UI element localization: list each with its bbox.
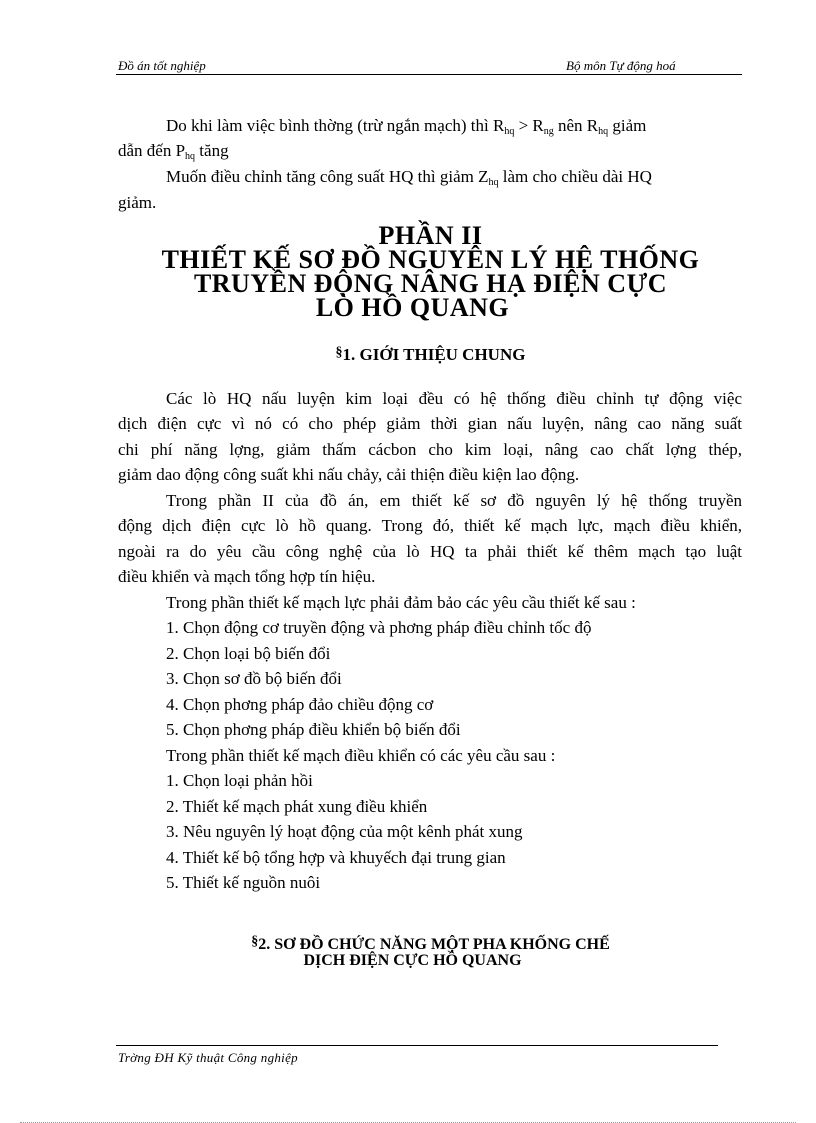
header-rule [116,74,742,75]
para2-line-1: Trong phần II của đồ án, em thiết kế sơ đồ nguyên lý hệ thống truyền [166,491,742,510]
intro-line-4: giảm. [118,193,157,212]
header-left: Đồ án tốt nghiệp [118,58,206,73]
para2-line-4: điều khiển và mạch tổng hợp tín hiệu. [118,567,376,586]
part-title-line-3: TRUYỀN ĐỘNG NÂNG HẠ ĐIỆN CỰC [193,269,668,298]
para1-line-1: Các lò HQ nấu luyện kim loại đều có hệ thống điều chỉnh tự động việc [166,389,742,408]
para1-line-3: chi phí năng lợng, giảm thấm cácbon cho kim loại, nâng cao chất lợng thép, [118,440,742,459]
para2-line-2: động dịch điện cực lò hồ quang. Trong đó, thiết kế mạch lực, mạch điều khiển, [118,516,742,535]
para2-line-3: ngoài ra do yêu cầu công nghệ của lò HQ ta phải thiết kế thêm mạch tạo luật [118,542,742,561]
footer-rule [116,1045,718,1046]
control-intro: Trong phần thiết kế mạch điều khiển có các yêu cầu sau : [166,746,556,765]
list-item: 5. Thiết kế nguồn nuôi [166,873,321,892]
list-item: 2. Chọn loại bộ biến đổi [166,644,331,663]
list-item: 1. Chọn loại phản hồi [166,771,313,790]
list-item: 4. Thiết kế bộ tổng hợp và khuyếch đại trung gian [166,848,506,867]
para1-line-2: dịch điện cực vì nó có cho phép giảm thời gian nấu luyện, nâng cao năng suất [118,414,742,433]
list-item: 5. Chọn phơng pháp điều khiển bộ biến đổi [166,720,461,739]
footer-text: Trờng ĐH Kỹ thuật Công nghiệp [118,1050,298,1065]
section-1-heading: §1. GIỚI THIỆU CHUNG [335,345,526,364]
part-title-line-2: THIẾT KẾ SƠ ĐỒ NGUYÊN LÝ HỆ THỐNG [161,245,700,274]
intro-line-2: dẫn đến $P_{hq}$ tăng [118,141,229,162]
section-2-heading-line-1: §2. SƠ ĐỒ CHỨC NĂNG MỘT PHA KHỐNG CHẾ [251,934,610,953]
list-item: 4. Chọn phơng pháp đảo chiều động cơ [166,695,434,714]
part-title-line-4: LÒ HỒ QUANG [315,293,510,322]
intro-line-1: Do khi làm việc bình thờng (trừ ngắn mạch) thì $R_{hq} > R_{ng}$ nên $R_{hq}$ giảm [166,116,647,137]
list-item: 3. Nêu nguyên lý hoạt động của một kênh phát xung [166,822,523,841]
intro-line-3: Muốn điều chỉnh tăng công suất HQ thì giảm $Z_{hq}$ làm cho chiều dài HQ [166,167,652,188]
list-item: 2. Thiết kế mạch phát xung điều khiển [166,797,428,816]
para1-line-4: giảm dao động công suất khi nấu chảy, cải thiện điều kiện lao động. [118,465,580,484]
header-right: Bộ môn Tự động hoá [566,58,676,73]
part-title-line-1: PHẦN II [378,221,483,250]
list-item: 3. Chọn sơ đồ bộ biến đổi [166,669,342,688]
list-item: 1. Chọn động cơ truyền động và phơng pháp điều chỉnh tốc độ [166,618,592,637]
power-intro: Trong phần thiết kế mạch lực phải đảm bảo các yêu cầu thiết kế sau : [166,593,636,612]
section-2-heading-line-2: DỊCH ĐIỆN CỰC HỒ QUANG [303,952,522,969]
